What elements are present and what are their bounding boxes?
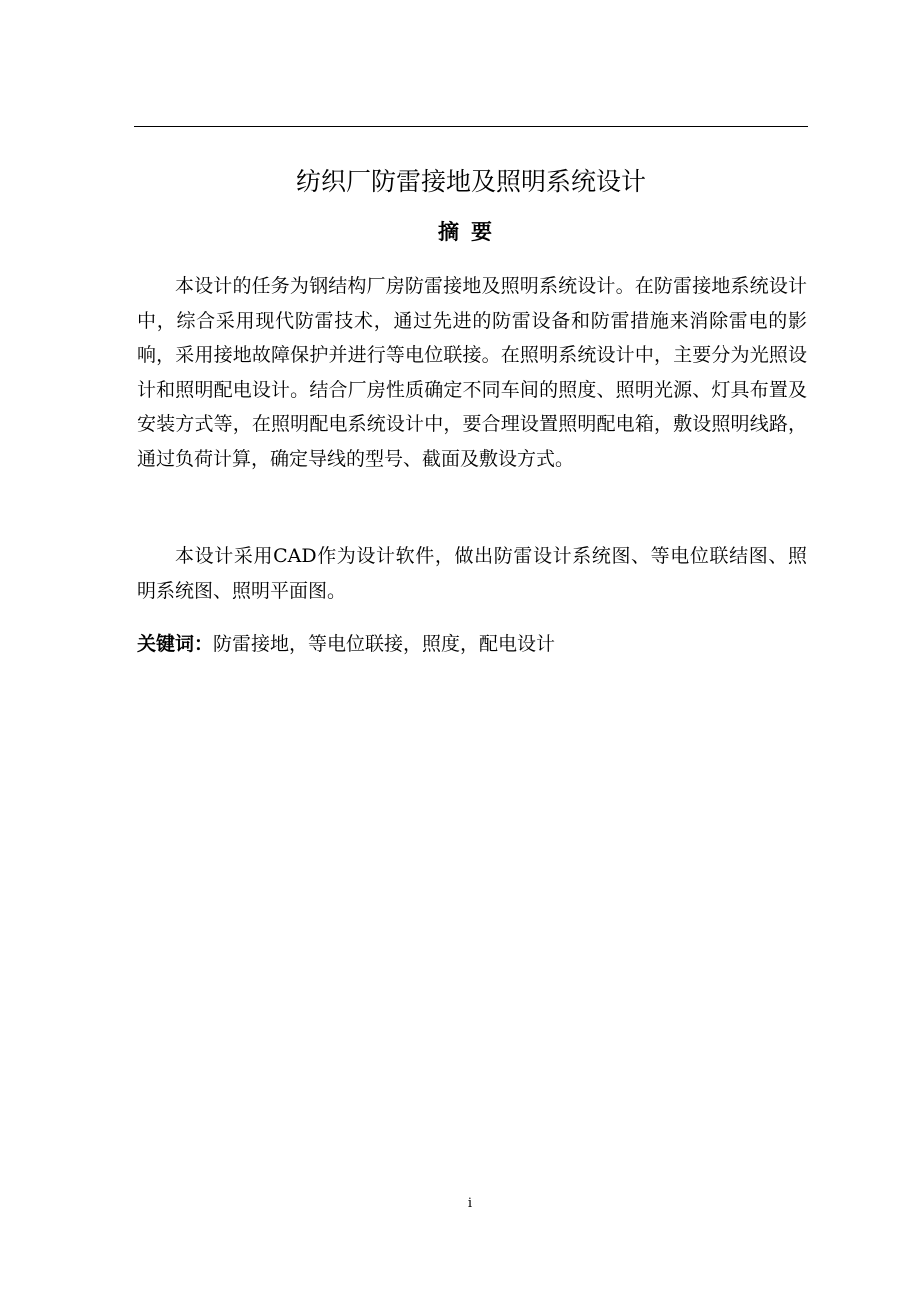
page-number: i: [467, 1196, 473, 1211]
abstract-heading: 摘要: [438, 220, 504, 244]
header-rule: [134, 126, 808, 127]
keywords-text: 防雷接地，等电位联接，照度，配电设计: [213, 633, 556, 655]
document-title: 纺织厂防雷接地及照明系统设计: [295, 167, 646, 196]
keywords-line: [137, 627, 807, 662]
abstract-paragraph-1: 本设计的任务为钢结构厂房防雷接地及照明系统设计。在防雷接地系统设计中，综合采用现代防雷技术，通过先进的防雷设备和防雷措施来消除雷电的影响，采用接地故障保护并进行等电位联接。在照明系统设计中，主要分为光照设计和照明配电设计。结合厂房性质确定不同车间的照度、照明光源、灯具布置及安装方式等，在照明配电系统设计中，要合理设置照明配电箱，敷设照明线路，通过负荷计算，确定导线的型号、截面及敷设方式。: [137, 275, 807, 470]
abstract-paragraph-2: 本设计采用CAD作为设计软件，做出防雷设计系统图、等电位联结图、照明系统图、照明平面图。: [137, 545, 807, 602]
keywords-label: 关键词：: [137, 633, 214, 655]
